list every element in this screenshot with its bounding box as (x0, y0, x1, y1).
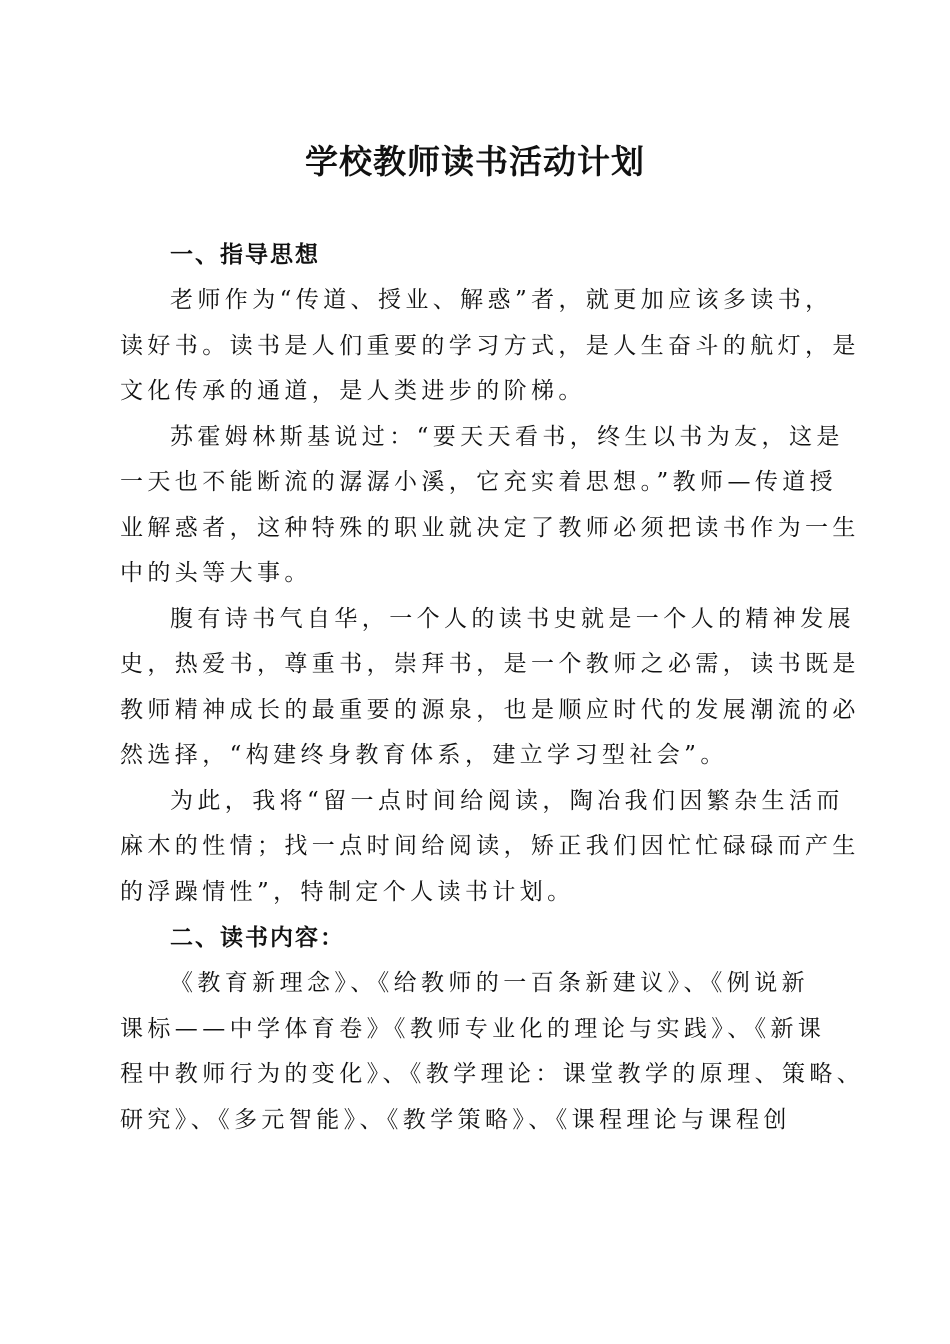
text-line: 然选择，“构建终身教育体系，建立学习型社会”。 (120, 742, 728, 768)
section-heading-reading-content: 二、读书内容： (170, 925, 345, 951)
text-line: 程中教师行为的变化》、《教学理论：课堂教学的原理、策略、 (120, 1061, 865, 1087)
text-line: 研究》、《多元智能》、《教学策略》、《课程理论与课程创 (120, 1106, 791, 1133)
paragraph (120, 961, 865, 1143)
paragraph (120, 597, 860, 779)
paragraph (120, 415, 860, 597)
text-line: 史，热爱书，尊重书，崇拜书，是一个教师之必需，读书既是 (120, 651, 860, 677)
text-line: 《教育新理念》、《给教师的一百条新建议》、《例说新 (170, 970, 809, 996)
text-line: 读好书。读书是人们重要的学习方式，是人生奋斗的航灯，是 (120, 332, 860, 359)
text-line: 课标——中学体育卷》《教师专业化的理论与实践》、《新课 (120, 1015, 826, 1042)
text-line: 一天也不能断流的潺潺小溪，它充实着思想。”教师—传道授 (120, 469, 838, 495)
text-line: 的浮躁情性”，特制定个人读书计划。 (120, 878, 575, 905)
paragraph (120, 779, 860, 916)
text-line: 老师作为“传道、授业、解惑”者，就更加应该多读书， (170, 287, 833, 313)
paragraph (120, 278, 860, 415)
document-title: 学校教师读书活动计划 (305, 142, 645, 181)
text-line: 为此，我将“留一点时间给阅读，陶冶我们因繁杂生活而 (170, 787, 844, 814)
text-line: 苏霍姆林斯基说过：“要天天看书，终生以书为友，这是 (170, 423, 844, 450)
document-body (120, 232, 865, 1143)
text-line: 教师精神成长的最重要的源泉，也是顺应时代的发展潮流的必 (120, 696, 860, 723)
text-line: 文化传承的通道，是人类进步的阶梯。 (120, 378, 586, 404)
text-line: 腹有诗书气自华，一个人的读书史就是一个人的精神发展 (170, 605, 855, 632)
section-heading-guiding-ideology: 一、指导思想 (170, 242, 320, 268)
text-line: 业解惑者，这种特殊的职业就决定了教师必须把读书作为一生 (120, 514, 860, 541)
text-line: 中的头等大事。 (120, 560, 312, 586)
text-line: 麻木的性情；找一点时间给阅读，矫正我们因忙忙碌碌而产生 (120, 833, 860, 859)
